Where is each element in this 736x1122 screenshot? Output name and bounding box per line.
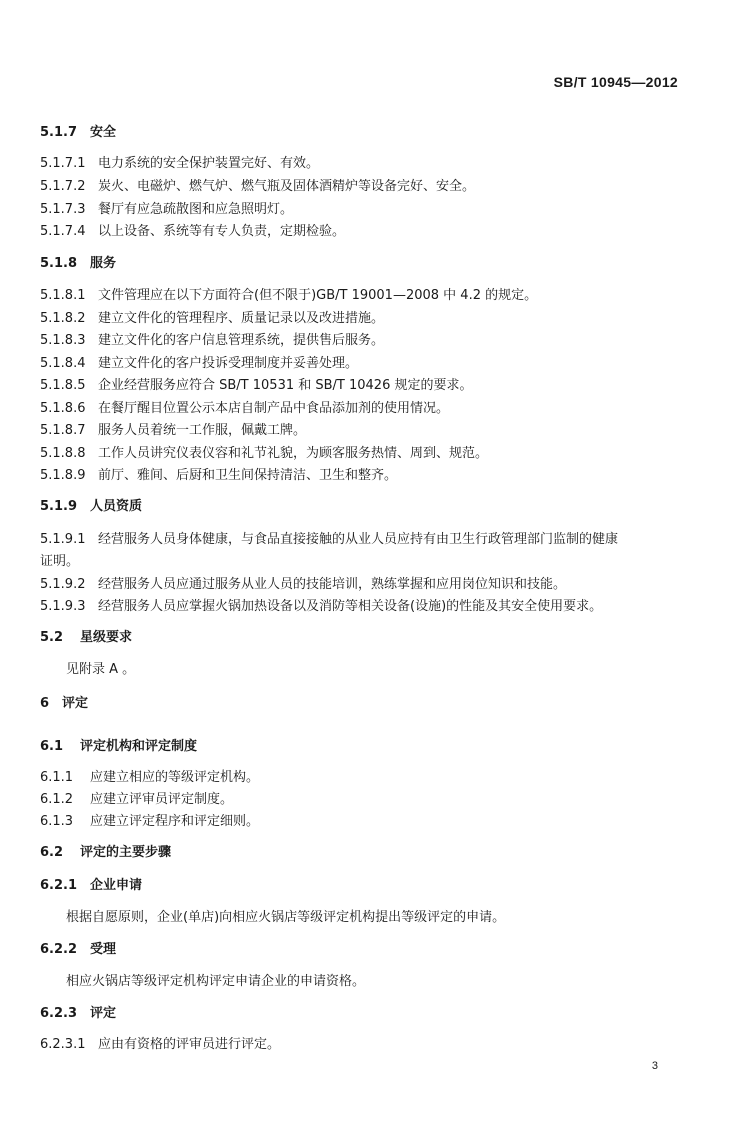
clause-5-1-7-1: 5.1.7.1 电力系统的安全保护装置完好、有效。 [40, 156, 320, 171]
section-heading-5-1-8: 5.1.8 服务 [40, 256, 117, 271]
standard-code: SB/T 10945—2012 [553, 74, 678, 90]
clause-5-1-8-3: 5.1.8.3 建立文件化的客户信息管理系统，提供售后服务。 [40, 333, 385, 348]
section-heading-5-1-7: 5.1.7 安全 [40, 125, 117, 140]
clause-5-1-8-5: 5.1.8.5 企业经营服务应符合 SB/T 10531 和 SB/T 10426 规定的要求。 [40, 378, 473, 393]
clause-6-1-1: 6.1.1 应建立相应的等级评定机构。 [40, 770, 260, 785]
section-heading-5-1-9: 5.1.9 人员资质 [40, 499, 143, 514]
page-number: 3 [651, 1060, 658, 1072]
clause-5-1-9-2: 5.1.9.2 经营服务人员应通过服务从业人员的技能培训，熟练掌握和应用岗位知识和技能。 [40, 577, 567, 592]
clause-6-2-3-1: 6.2.3.1 应由有资格的评审员进行评定。 [40, 1037, 281, 1052]
section-6-2-1-body: 根据自愿原则，企业(单店)向相应火锅店等级评定机构提出等级评定的申请。 [66, 910, 506, 925]
clause-5-1-8-6: 5.1.8.6 在餐厅醒目位置公示本店自制产品中食品添加剂的使用情况。 [40, 401, 450, 416]
clause-5-1-8-7: 5.1.8.7 服务人员着统一工作服，佩戴工牌。 [40, 423, 307, 438]
section-heading-6-2-1: 6.2.1 企业申请 [40, 878, 143, 893]
clause-5-1-9-1-continued: 证明。 [40, 554, 80, 569]
clause-6-1-3: 6.1.3 应建立评定程序和评定细则。 [40, 814, 260, 829]
clause-5-1-8-4: 5.1.8.4 建立文件化的客户投诉受理制度并妥善处理。 [40, 356, 359, 371]
clause-5-1-8-9: 5.1.8.9 前厅、雅间、后厨和卫生间保持清洁、卫生和整齐。 [40, 468, 398, 483]
clause-5-1-7-4: 5.1.7.4 以上设备、系统等有专人负责，定期检验。 [40, 224, 346, 239]
clause-5-1-8-1: 5.1.8.1 文件管理应在以下方面符合(但不限于)GB/T 19001—2008 中 4.2 的规定。 [40, 288, 538, 303]
chapter-heading-6: 6 评定 [40, 696, 89, 711]
clause-5-1-9-1: 5.1.9.1 经营服务人员身体健康，与食品直接接触的从业人员应持有由卫生行政管理部门监制的健康 [40, 532, 619, 547]
clause-5-1-8-2: 5.1.8.2 建立文件化的管理程序、质量记录以及改进措施。 [40, 311, 385, 326]
section-heading-6-2-2: 6.2.2 受理 [40, 942, 117, 957]
clause-5-1-7-3: 5.1.7.3 餐厅有应急疏散图和应急照明灯。 [40, 202, 294, 217]
section-6-2-2-body: 相应火锅店等级评定机构评定申请企业的申请资格。 [66, 974, 366, 989]
section-heading-5-2: 5.2 星级要求 [40, 630, 133, 645]
clause-5-1-8-8: 5.1.8.8 工作人员讲究仪表仪容和礼节礼貌，为顾客服务热情、周到、规范。 [40, 446, 489, 461]
clause-6-1-2: 6.1.2 应建立评审员评定制度。 [40, 792, 234, 807]
clause-5-1-7-2: 5.1.7.2 炭火、电磁炉、燃气炉、燃气瓶及固体酒精炉等设备完好、安全。 [40, 179, 476, 194]
section-heading-6-2: 6.2 评定的主要步骤 [40, 845, 172, 860]
section-heading-6-1: 6.1 评定机构和评定制度 [40, 739, 198, 754]
section-5-2-body: 见附录 A 。 [66, 662, 136, 677]
clause-5-1-9-3: 5.1.9.3 经营服务人员应掌握火锅加热设备以及消防等相关设备(设施)的性能及其安全使用要求。 [40, 599, 603, 614]
section-heading-6-2-3: 6.2.3 评定 [40, 1006, 117, 1021]
